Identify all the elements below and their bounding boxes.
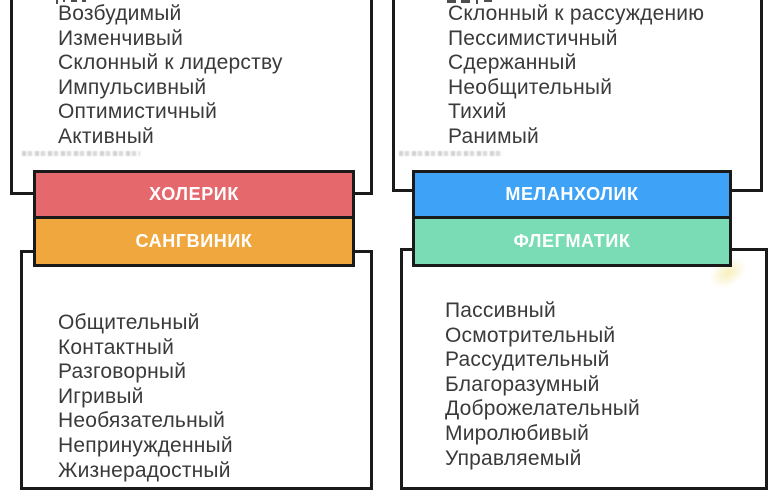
sanguine-banner-label: САНГВИНИК [135,231,253,251]
trait-item: Ранимый [448,124,539,148]
trait-item: Оптимистичный [58,100,218,124]
melancholic-banner [412,170,732,219]
trait-item: Миролюбивый [445,421,590,445]
phlegmatic-banner [412,216,732,267]
trait-item: Управляемый [445,446,582,470]
watermark-strip-right [399,151,503,156]
trait-item: Склонный к рассуждению [448,2,705,25]
sanguine-traits-list [58,311,233,483]
sanguine-banner [33,216,355,267]
trait-item: Общительный [58,311,200,334]
trait-item: Необязательный [58,409,226,433]
melancholic-banner-label: МЕЛАНХОЛИК [505,184,639,204]
choleric-banner-label: ХОЛЕРИК [149,184,239,204]
trait-item: Жизнерадостный [58,458,231,482]
choleric-banner [33,170,355,219]
trait-item: Пассивный [445,299,556,322]
trait-item: Доброжелательный [445,397,640,421]
phlegmatic-traits-list [445,299,640,471]
trait-item: Непринужденный [58,433,233,457]
trait-item: Сдержанный [448,51,577,75]
trait-item: Осмотрительный [445,323,616,347]
watermark-strip-left [22,151,140,156]
trait-item: Возбудимый [58,2,182,25]
trait-item: Контактный [58,335,175,359]
trait-item: Пессимистичный [448,26,618,50]
trait-item: Изменчивый [58,26,184,50]
trait-item: Склонный к лидерству [58,51,283,75]
trait-item: Импульсивный [58,75,207,99]
trait-item: Рассудительный [445,348,610,372]
trait-item: Разговорный [58,360,187,384]
trait-item: Игривый [58,384,144,408]
choleric-traits-list [58,2,283,150]
trait-item: Необщительный [448,75,613,99]
trait-item: Активный [58,124,154,148]
trait-item: Благоразумный [445,372,600,396]
phlegmatic-banner-label: ФЛЕГМАТИК [513,231,631,251]
trait-item: Тихий [448,100,507,124]
melancholic-traits-list [448,2,704,150]
